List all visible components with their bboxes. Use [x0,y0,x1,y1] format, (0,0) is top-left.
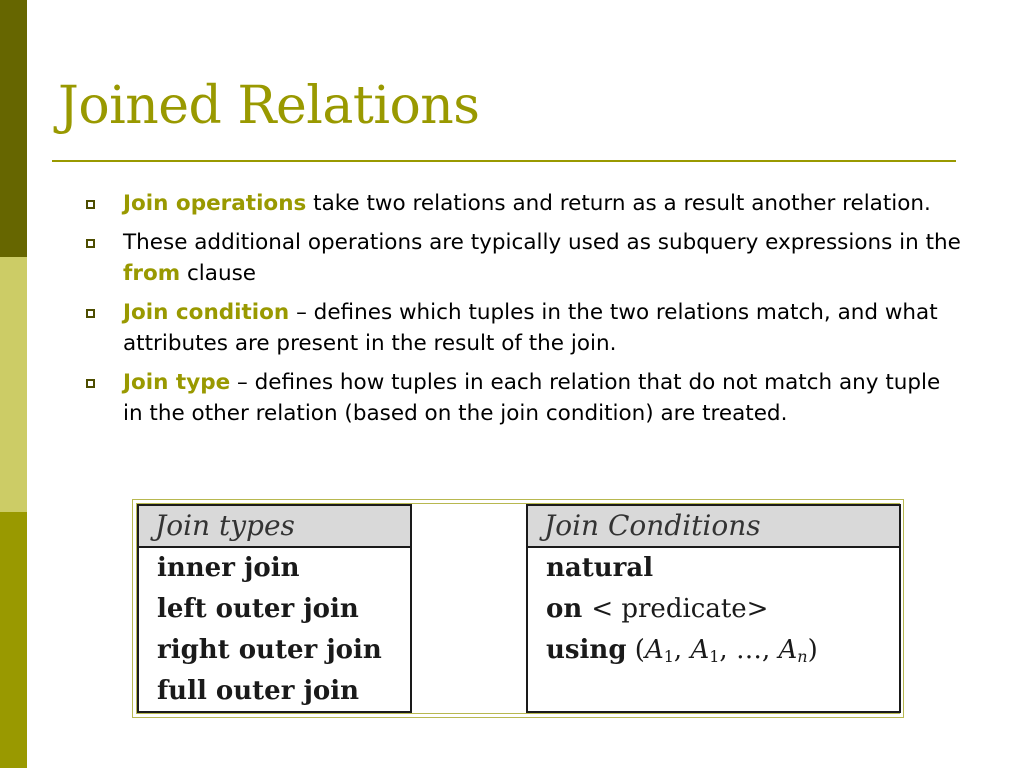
attribute-a: A [644,635,664,665]
attribute-separator: , [719,635,736,665]
square-bullet-icon [86,200,95,209]
sidebar-segment-medium [0,512,27,768]
square-bullet-icon [86,379,95,388]
attribute-separator: , [673,635,691,665]
using-keyword: using [546,635,627,665]
bullet-item [84,297,964,359]
join-types-header: Join types [139,506,410,548]
sidebar-segment-dark [0,0,27,257]
attribute-a: A [778,635,798,665]
bullet-item [84,367,964,429]
attribute-subscript: n [797,647,808,666]
attribute-subscript: 1 [663,647,674,666]
attribute-a: A [690,635,710,665]
join-type-row: right outer join [157,635,382,665]
bullet-highlight: from [123,261,181,286]
join-figure [132,499,904,718]
bullet-highlight: Join type [123,370,231,395]
square-bullet-icon [86,309,95,318]
on-keyword: on [546,594,583,624]
bullet-text: clause [180,261,256,286]
bullet-item [84,227,964,289]
bullet-text: These additional operations are typically used as subquery expressions in the [123,230,961,255]
join-conditions-table [526,504,901,713]
join-condition-row [546,589,899,630]
attribute-subscript: 1 [709,647,720,666]
attribute-ellipsis: … [735,635,762,665]
natural-keyword: natural [546,553,654,583]
using-close-paren: ) [807,635,818,665]
bullet-text: take two relations and return as a result another relation. [306,191,931,216]
bullet-text: – defines which tuples in the two relations match, and what attributes are present in the result of the join. [123,300,938,356]
square-bullet-icon [86,239,95,248]
join-types-table [137,504,412,713]
bullet-highlight: Join condition [123,300,290,325]
slide-title: Joined Relations [58,76,480,136]
join-condition-row [546,630,899,677]
sidebar-segment-light [0,257,27,512]
join-conditions-header: Join Conditions [528,506,899,548]
bullet-text: – defines how tuples in each relation that do not match any tuple in the other relation (based on the join condition) are treated. [123,370,941,426]
bullet-highlight: Join operations [123,191,307,216]
join-type-row: inner join [157,553,300,583]
bullet-list [84,188,964,437]
attribute-separator: , [761,635,779,665]
title-divider [52,160,956,162]
using-open-paren: ( [626,635,645,665]
join-type-row: full outer join [157,676,359,706]
join-type-row: left outer join [157,594,359,624]
predicate-placeholder: < predicate> [591,594,769,624]
join-conditions-rows [528,548,899,677]
join-condition-row [546,548,899,589]
bullet-item [84,188,964,219]
slide-sidebar [0,0,27,768]
join-types-rows [139,548,410,712]
